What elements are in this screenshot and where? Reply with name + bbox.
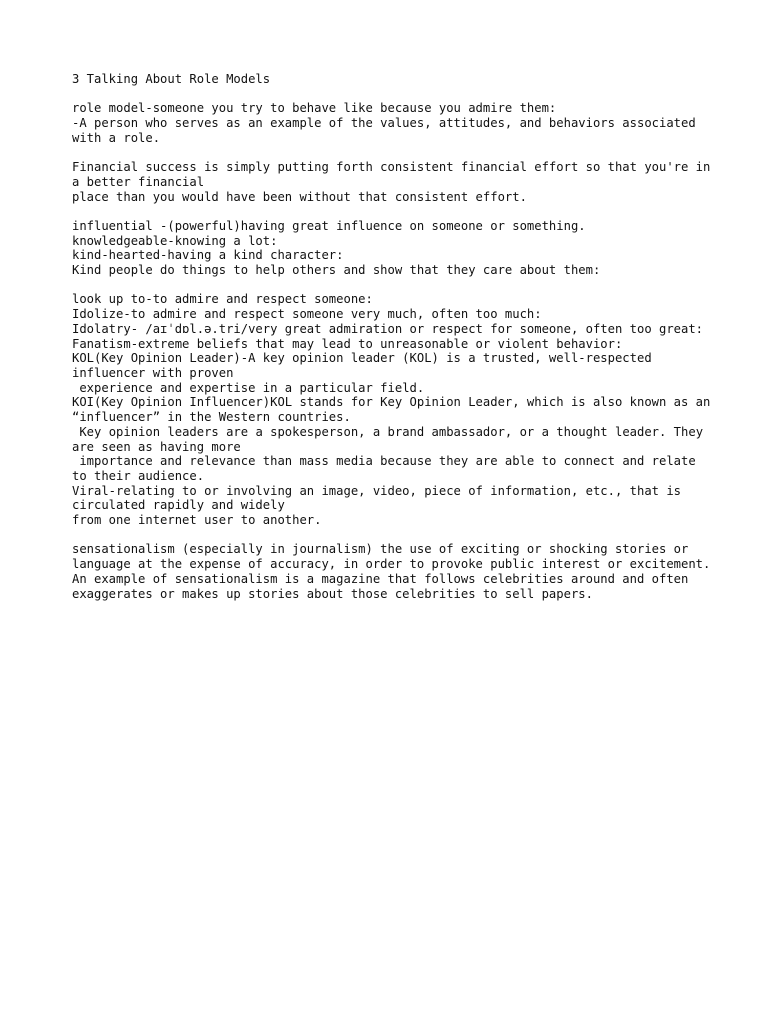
document-title: 3 Talking About Role Models — [72, 72, 271, 86]
text-line: kind-hearted-having a kind character: — [72, 248, 344, 263]
paragraph-financial-success — [72, 160, 718, 204]
document-page — [72, 72, 718, 616]
paragraph-vocabulary-admiration — [72, 292, 718, 528]
text-line: from one internet user to another. — [72, 513, 322, 528]
text-line: influential -(powerful)having great influence on someone or something. — [72, 218, 586, 233]
paragraph-sensationalism — [72, 542, 712, 601]
text-line: Key opinion leaders are a spokesperson, a brand ambassador, or a thought leader. They are seen as having more — [72, 424, 711, 454]
text-line: knowledgeable-knowing a lot: — [72, 233, 278, 248]
text-line: Fanatism-extreme beliefs that may lead to unreasonable or violent behavior: — [72, 336, 623, 351]
text-line: Idolatry- /aɪˈdɒl.ə.tri/very great admiration or respect for someone, often too great: — [72, 321, 704, 336]
paragraph-role-model — [72, 101, 712, 145]
text-line: Idolize-to admire and respect someone very much, often too much: — [72, 307, 542, 322]
text-line: -A person who serves as an example of the values, attitudes, and behaviors associated with a role. — [72, 116, 704, 145]
text-line: importance and relevance than mass media because they are able to connect and relate to their audience. — [72, 454, 704, 483]
text-line: KOI(Key Opinion Influencer)KOL stands for Key Opinion Leader, which is also known as an “influencer” in the Western countries. — [72, 395, 718, 425]
text-line: Viral-relating to or involving an image, video, piece of information, etc., that is circulated rapidly and widely — [72, 483, 689, 513]
paragraph-vocabulary-traits — [72, 219, 712, 278]
text-line: sensationalism (especially in journalism) the use of exciting or shocking stories or language at the expense of accuracy, in order to provoke public interest or excitement. — [72, 542, 711, 572]
text-line: experience and expertise in a particular field. — [72, 380, 425, 395]
text-line: place than you would have been without that consistent effort. — [72, 189, 527, 204]
text-line: look up to-to admire and respect someone: — [72, 292, 373, 307]
text-line: An example of sensationalism is a magazine that follows celebrities around and often exaggerates or makes up stories about those celebrities to sell papers. — [72, 571, 696, 601]
text-line: Kind people do things to help others and show that they care about them: — [72, 263, 601, 278]
text-line: Financial success is simply putting forth consistent financial effort so that you're in a better financial — [72, 160, 718, 189]
document-title-block — [72, 72, 712, 87]
text-line: KOL(Key Opinion Leader)-A key opinion leader (KOL) is a trusted, well-respected influencer with proven — [72, 351, 660, 380]
text-line: role model-someone you try to behave like because you admire them: — [72, 101, 557, 116]
